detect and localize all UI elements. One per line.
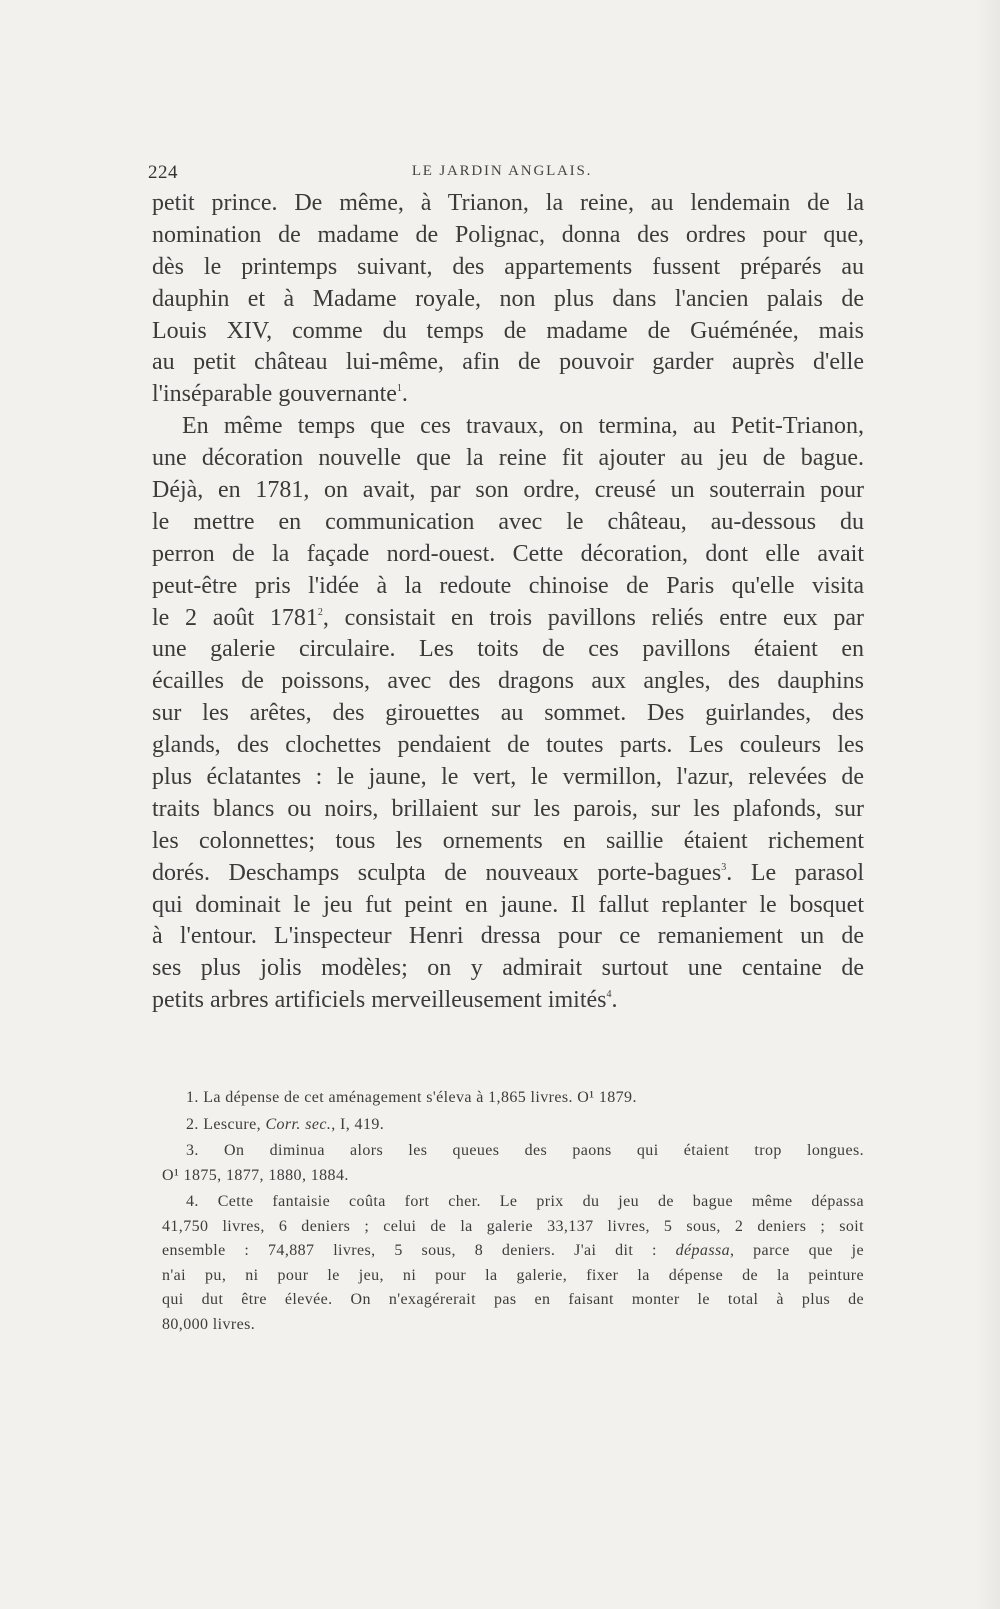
footnote-line: 3. On diminua alors les queues des paons qui étaient trop longues. [186, 1142, 864, 1159]
footnote-line [162, 1113, 864, 1138]
text-line: traits blancs ou noirs, brillaient sur les parois, sur les plafonds, sur [152, 795, 864, 822]
footnote-line: O¹ 1875, 1877, 1880, 1884. [162, 1166, 349, 1184]
text-line: peut-être pris l'idée à la redoute chinoise de Paris qu'elle visita [152, 572, 864, 599]
text-fragment: . Le parasol [726, 859, 864, 886]
text-fragment: , parce que je [729, 1242, 864, 1259]
text-line: perron de la façade nord-ouest. Cette décoration, dont elle avait [152, 540, 864, 567]
body-text [152, 188, 864, 1017]
footnotes [162, 1086, 864, 1339]
text-fragment: l'inséparable gouvernante [152, 381, 397, 408]
page-edge-shadow [974, 0, 1000, 1609]
text-line: sur les arêtes, des girouettes au sommet. Des guirlandes, des [152, 700, 864, 727]
footnote-line: 4. Cette fantaisie coûta fort cher. Le prix du jeu de bague même dépassa [186, 1193, 864, 1210]
text-fragment: dorés. Deschamps sculpta de nouveaux porte-bagues [152, 859, 722, 886]
text-fragment: , consistait en trois pavillons reliés entre eux par [322, 604, 864, 631]
footnote-4 [162, 1190, 864, 1337]
footnote-ref: 1 [396, 383, 402, 395]
text-line [152, 379, 864, 411]
footnote-line: qui dut être élevée. On n'exagérerait pas en faisant monter le total à plus de [162, 1291, 864, 1308]
text-line: Déjà, en 1781, on avait, par son ordre, creusé un souterrain pour [152, 477, 864, 504]
text-line: les colonnettes; tous les ornements en saillie étaient richement [152, 827, 864, 854]
footnote-line [162, 1239, 864, 1264]
footnote-line: 80,000 livres. [162, 1315, 256, 1333]
text-line: Louis XIV, comme du temps de madame de Guéménée, mais [152, 317, 864, 344]
text-line: écailles de poissons, avec des dragons aux angles, des dauphins [152, 668, 864, 695]
text-line: une galerie circulaire. Les toits de ces pavillons étaient en [152, 636, 864, 663]
text-fragment: petits arbres artificiels merveilleusement imités [152, 987, 607, 1014]
text-line: En même temps que ces travaux, on termina, au Petit-Trianon, [182, 413, 864, 440]
text-line: à l'entour. L'inspecteur Henri dressa pour ce remaniement un de [152, 923, 864, 950]
footnote-3 [162, 1139, 864, 1188]
page-number: 224 [148, 162, 178, 183]
text-line [152, 858, 864, 890]
text-fragment: , I, 419. [331, 1115, 385, 1133]
footnote-ref: 4 [606, 989, 612, 1001]
text-line: plus éclatantes : le jaune, le vert, le vermillon, l'azur, relevées de [152, 764, 864, 791]
running-head [148, 162, 856, 190]
text-fragment: 2. Lescure, [186, 1115, 266, 1133]
text-line [152, 603, 864, 635]
text-line: au petit château lui-même, afin de pouvoir garder auprès d'elle [152, 349, 864, 376]
footnote-1 [162, 1086, 864, 1111]
footnote-line: 41,750 livres, 6 deniers ; celui de la galerie 33,137 livres, 5 sous, 2 deniers ; soit [162, 1217, 864, 1235]
text-line: petit prince. De même, à Trianon, la reine, au lendemain de la [152, 190, 864, 216]
paragraph-1 [152, 188, 864, 411]
text-line: le mettre en communication avec le château, au-dessous du [152, 508, 864, 535]
text-fragment: ensemble : 74,887 livres, 5 sous, 8 deniers. J'ai dit : [162, 1242, 676, 1259]
text-line: dauphin et à Madame royale, non plus dans l'ancien palais de [152, 285, 864, 312]
text-line: qui dominait le jeu fut peint en jaune. Il fallut replanter le bosquet [152, 891, 864, 918]
running-title: LE JARDIN ANGLAIS. [411, 163, 593, 179]
text-line: nomination de madame de Polignac, donna des ordres pour que, [152, 221, 864, 248]
text-line [152, 985, 864, 1017]
footnote-line: 1. La dépense de cet aménagement s'éleva à 1,865 livres. O¹ 1879. [186, 1089, 637, 1106]
paragraph-2 [152, 411, 864, 1017]
footnote-ref: 3 [721, 861, 727, 873]
text-line: ses plus jolis modèles; on y admirait surtout une centaine de [152, 955, 864, 982]
footnote-2 [162, 1113, 864, 1138]
text-fragment-italic: Corr. sec. [265, 1115, 332, 1133]
text-fragment-italic: dépassa [675, 1242, 730, 1259]
text-line: dès le printemps suivant, des appartements fussent préparés au [152, 253, 864, 280]
footnote-line: n'ai pu, ni pour le jeu, ni pour la galerie, fixer la dépense de la peinture [162, 1266, 864, 1284]
text-fragment: le 2 août 1781 [152, 604, 318, 631]
text-fragment: . [401, 381, 408, 408]
text-fragment: . [611, 987, 618, 1014]
text-line: glands, des clochettes pendaient de toutes parts. Les couleurs les [152, 732, 864, 759]
text-line: une décoration nouvelle que la reine fit ajouter au jeu de bague. [152, 445, 864, 472]
footnote-ref: 2 [317, 606, 323, 618]
